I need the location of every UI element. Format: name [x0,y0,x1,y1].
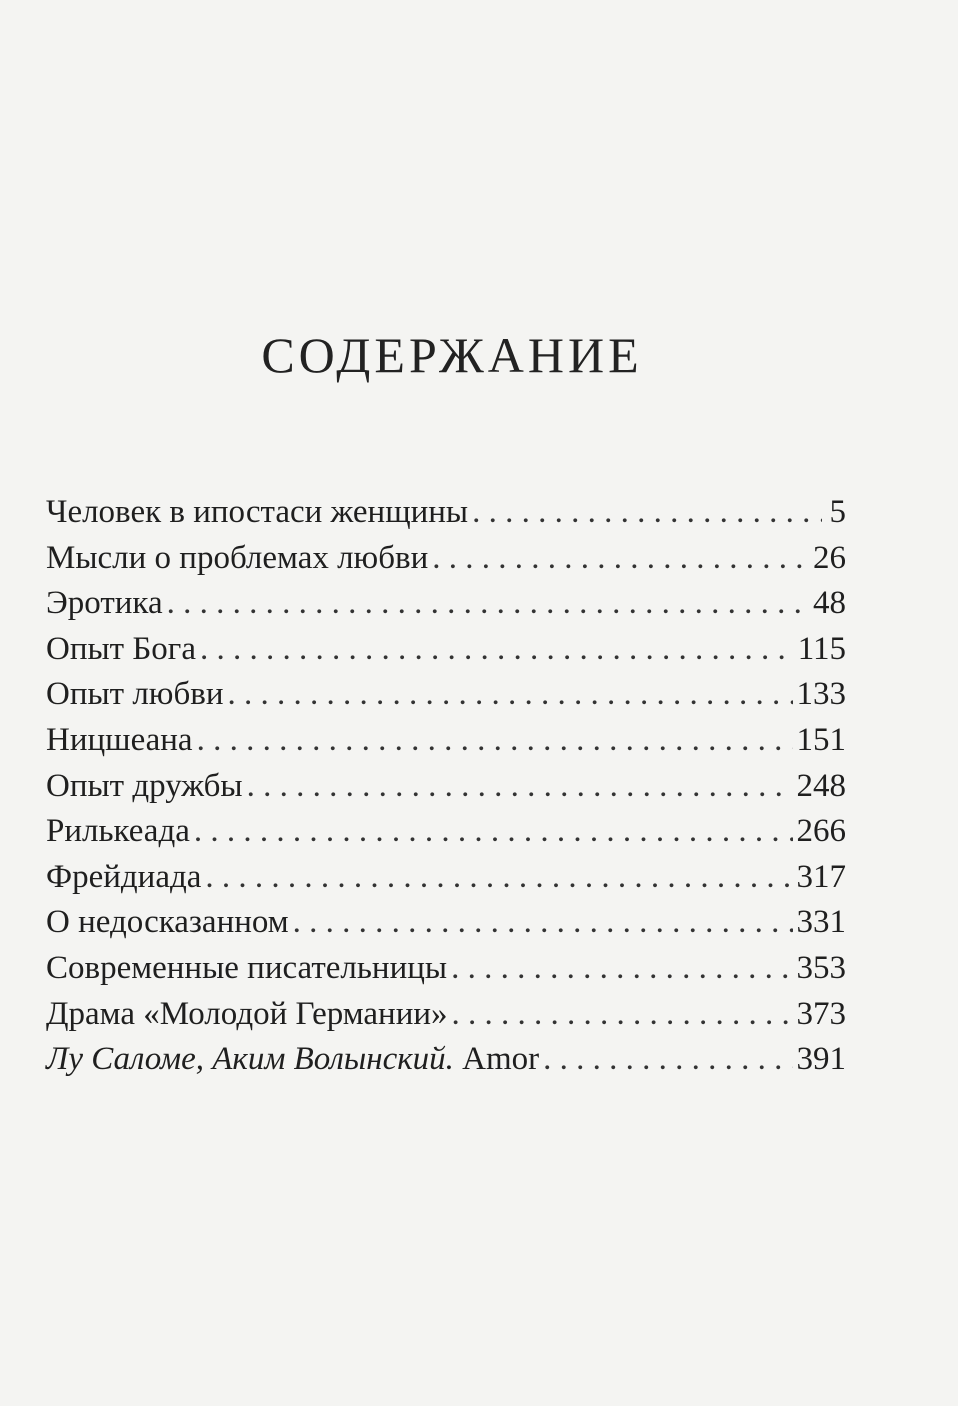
toc-dot-leader [543,1037,792,1083]
toc-page-number: 248 [796,767,846,804]
toc-page-number: 5 [829,494,846,530]
toc-page-number: 133 [796,676,846,713]
toc-dot-leader [205,855,792,901]
toc-entry-title: Опыт Бога [46,630,196,667]
toc-entry [46,536,846,582]
toc-entry-title: Мысли о проблемах любви [46,539,429,576]
toc-entry [46,809,846,855]
toc-page-number: 373 [796,995,846,1032]
toc-entry-title: Человек в ипостаси женщины [46,494,469,530]
toc-entry-title: Опыт любви [46,676,224,713]
toc-dot-leader [432,536,809,582]
toc-entry [46,992,846,1038]
toc-page-number: 317 [796,858,846,895]
toc-page-number: 26 [813,539,846,576]
toc-page-number: 151 [796,721,846,758]
toc-entry-title: Опыт дружбы [46,767,243,804]
toc-dot-leader [451,946,792,992]
toc-entry [46,764,846,810]
page-title: СОДЕРЖАНИЕ [261,327,643,383]
toc-dot-leader [197,718,793,764]
table-of-contents [46,490,846,1083]
toc-entry [46,855,846,901]
toc-entry-title: Современные писательницы [46,949,448,986]
toc-dot-leader [293,900,793,946]
toc-entry-title: Рилькеада [46,813,190,850]
toc-page-number: 48 [813,585,846,622]
toc-dot-leader [452,992,793,1038]
toc-page-number: 391 [796,1041,846,1078]
toc-page-number: 115 [797,630,846,667]
toc-page-number: 353 [796,949,846,986]
toc-entry-title: Ницшеана [46,721,193,758]
toc-entry [46,946,846,992]
toc-dot-leader [472,490,822,536]
toc-entry [46,672,846,718]
toc-page-number: 331 [796,904,846,941]
toc-page-number: 266 [796,813,846,850]
toc-entry-title: Фрейдиада [46,858,202,895]
toc-entry-authors: Лу Саломе, Аким Волынский. [46,1041,454,1078]
toc-dot-leader [247,764,793,810]
toc-entry-title: О недосказанном [46,904,289,941]
toc-entry [46,718,846,764]
toc-entry [46,490,846,536]
toc-entry [46,1037,846,1083]
toc-entry-title [46,1037,539,1083]
toc-dot-leader [200,627,794,673]
toc-dot-leader [167,581,809,627]
toc-entry-title: Эротика [46,585,163,622]
toc-dot-leader [228,672,793,718]
toc-entry [46,581,846,627]
toc-entry [46,900,846,946]
toc-entry [46,627,846,673]
toc-entry-title: Драма «Молодой Германии» [46,995,448,1032]
toc-entry-work-title: Amor [453,1041,540,1078]
toc-dot-leader [194,809,793,855]
